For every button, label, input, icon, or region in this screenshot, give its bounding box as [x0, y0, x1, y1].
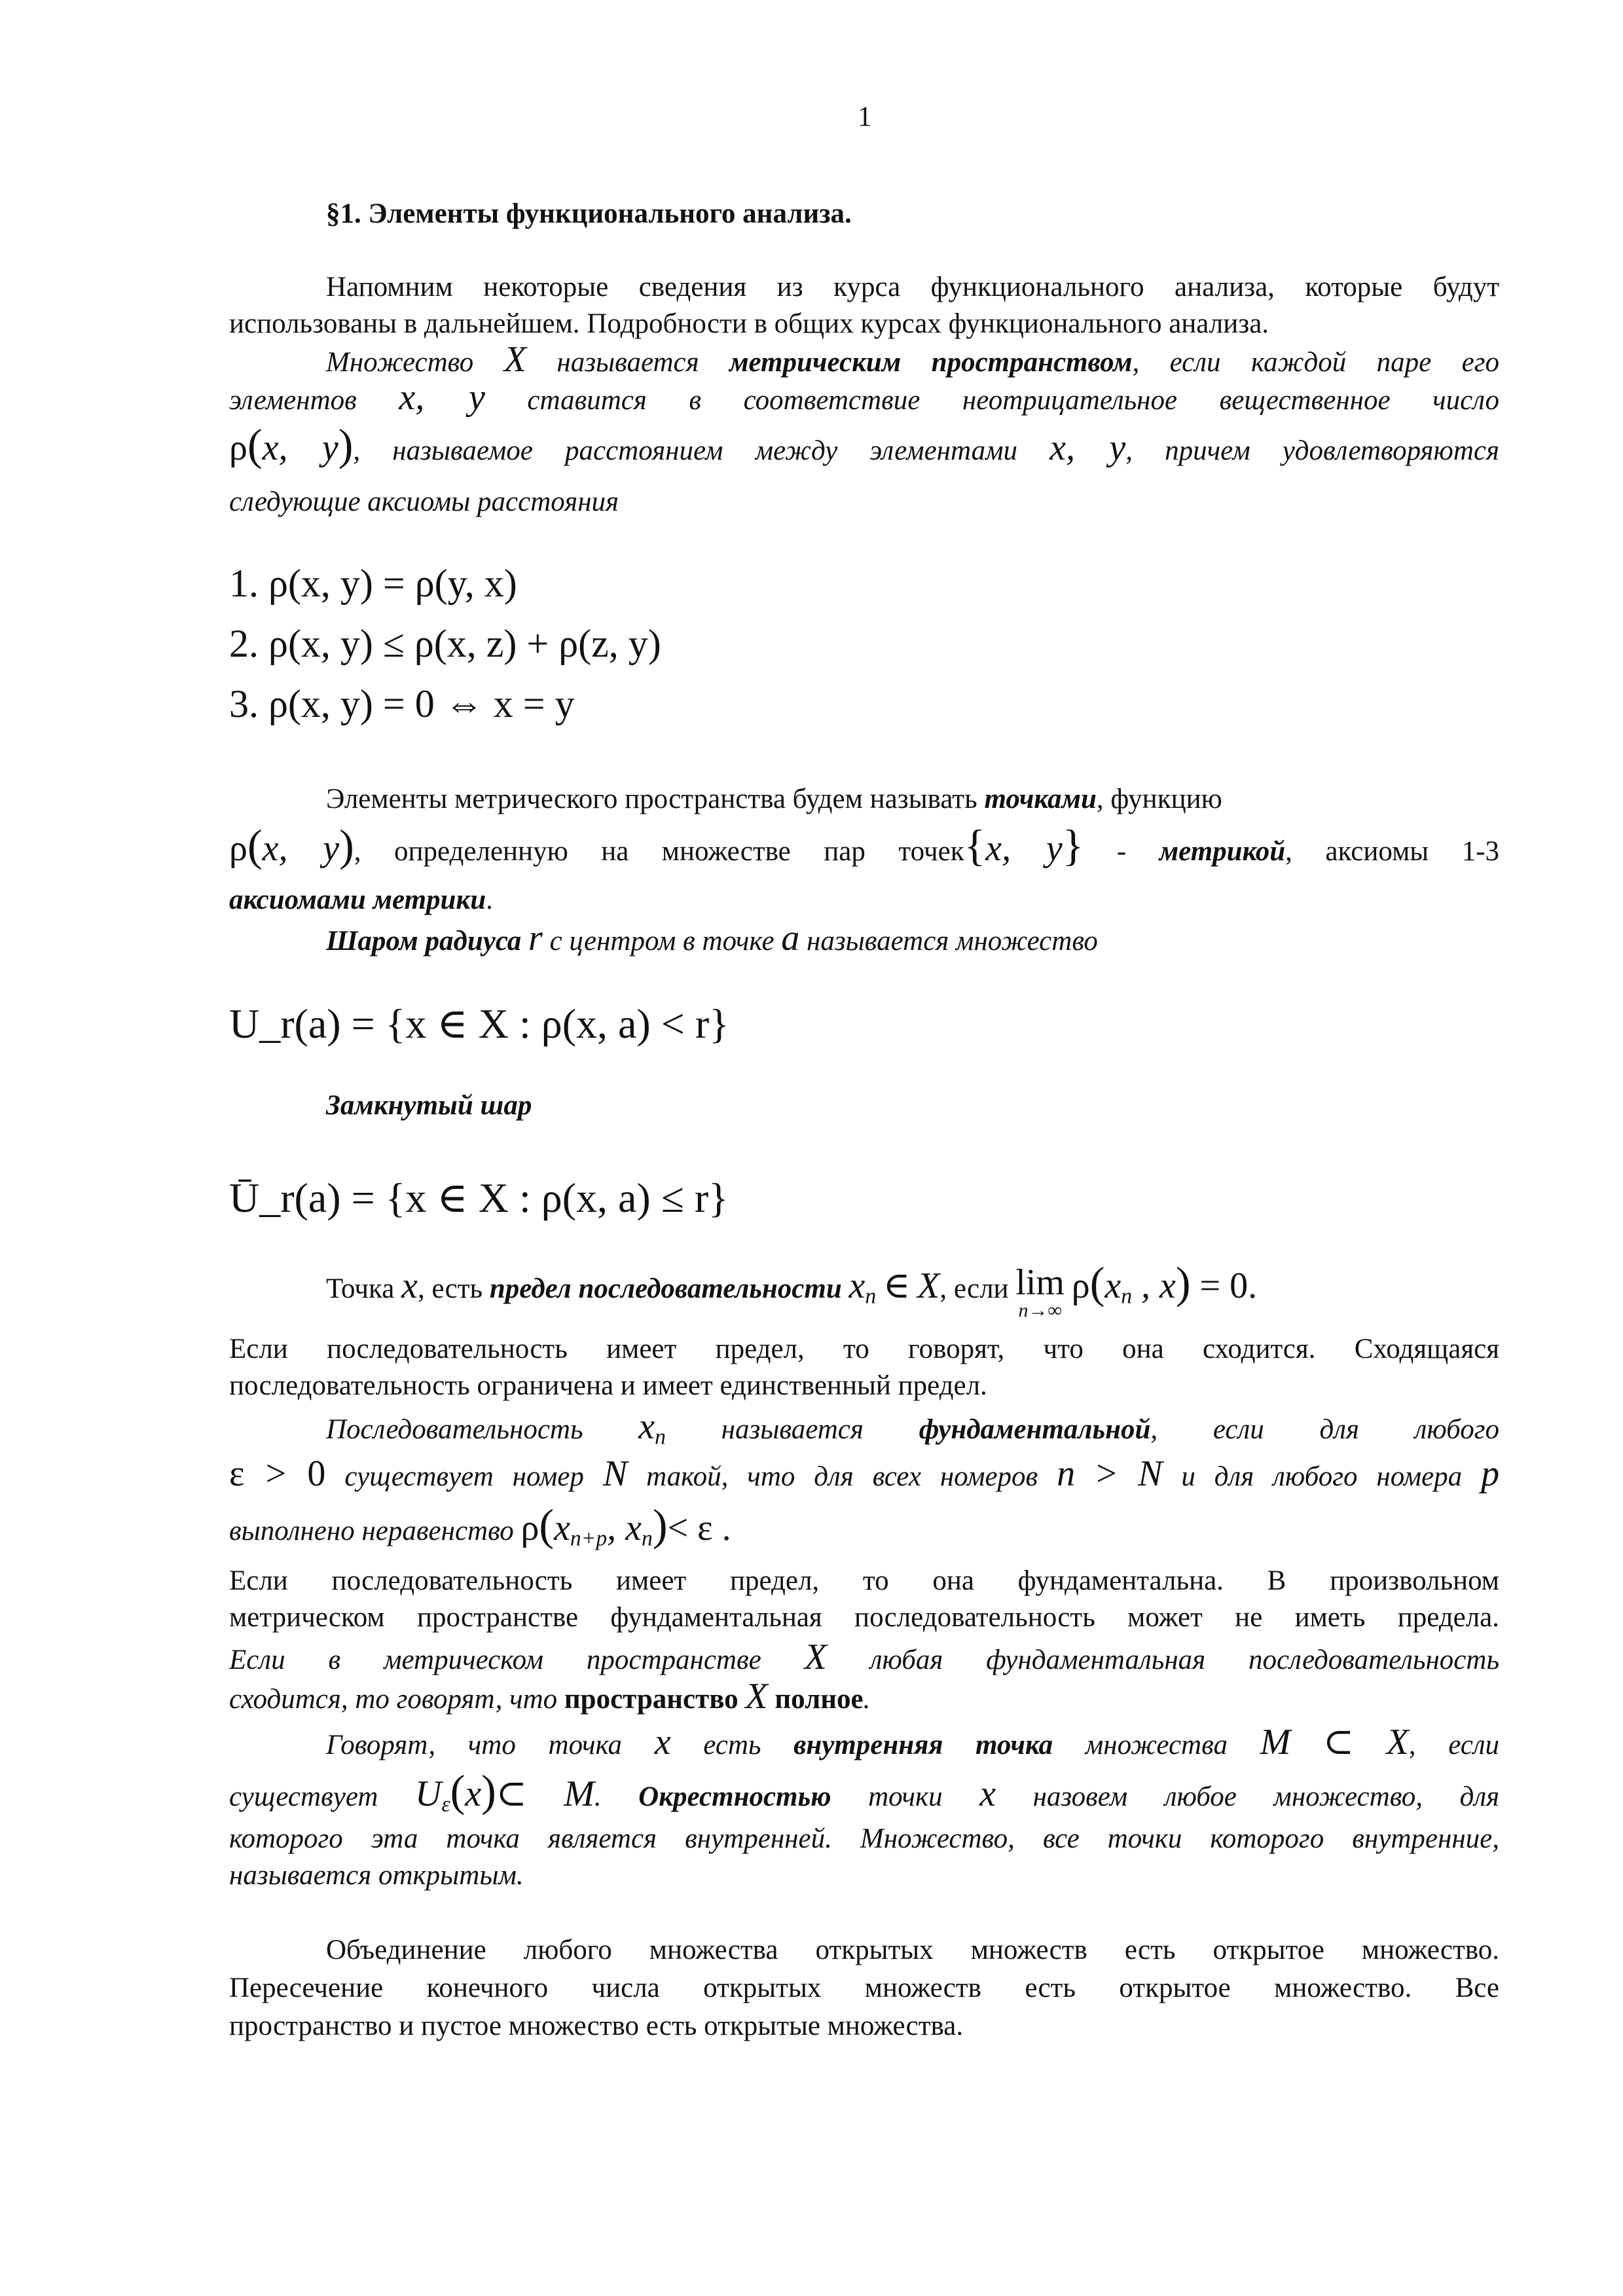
fundamental-line-4: Если последовательность имеет предел, то она фундаментальна. В произвольном — [229, 1565, 1499, 1596]
limit-line: Точка x, есть предел последовательности $x_n$ ∈ X, если lim n→∞ $\rho(x_n$ , x) = 0. — [326, 1258, 1258, 1321]
interior-line-3: которого эта точка является внутренней. Множество, все точки которого внутренние, — [229, 1823, 1499, 1854]
fundamental-line-5: метрическом пространстве фундаментальная последовательность может не иметь предела. — [229, 1602, 1499, 1633]
points-line-2: ρ(x, y), определенную на множестве пар точек{x, y} - метрикой, аксиомы 1-3 — [229, 820, 1500, 870]
converge-line-2: последовательность ограничена и имеет единственный предел. — [229, 1370, 987, 1401]
interior-line-1: Говорят, что точка x есть внутренняя точка множества M ⊂ X, если — [326, 1722, 1500, 1762]
open-sets-line-3: пространство и пустое множество есть открытые множества. — [229, 2011, 964, 2041]
open-sets-line-2: Пересечение конечного числа открытых множеств есть открытое множество. Все — [229, 1973, 1499, 2003]
metric-def-line-1: Множество X называется метрическим пространством, если каждой паре его — [326, 339, 1500, 380]
metric-def-line-2: элементов x, y ставится в соответствие неотрицательное вещественное число — [229, 377, 1499, 418]
intro-line-2: использованы в дальнейшем. Подробности в общих курсах функционального анализа. — [229, 308, 1269, 339]
fundamental-line-1: Последовательность $x_n$ называется фундаментальной, если для любого — [326, 1406, 1499, 1449]
ball-formula: U_r(a) = {x ∈ X : ρ(x, a) < r} — [229, 1000, 729, 1047]
page-number: 1 — [858, 101, 872, 132]
ball-def-line: Шаром радиуса r с центром в точке a называется множество — [326, 918, 1098, 958]
fundamental-line-2: ε > 0 существует номер N такой, что для всех номеров n > N и для любого номера p — [229, 1453, 1500, 1494]
fundamental-line-3: выполнено неравенство $\rho(x_{n+p}$, $x_n)< \varepsilon$ . — [229, 1500, 731, 1551]
closed-ball-title: Замкнутый шар — [326, 1090, 532, 1121]
interior-line-4: называется открытым. — [229, 1860, 524, 1891]
axiom-1: 1. ρ(x, y) = ρ(y, x) — [229, 562, 517, 605]
points-line-1: Элементы метрического пространства будем называть точками, функцию — [326, 784, 1222, 814]
axiom-2: 2. ρ(x, y) ≤ ρ(x, z) + ρ(z, y) — [229, 622, 661, 665]
open-sets-line-1: Объединение любого множества открытых множеств есть открытое множество. — [326, 1935, 1499, 1965]
fundamental-line-7: сходится, то говорят, что пространство X полное. — [229, 1676, 871, 1717]
metric-def-line-4: следующие аксиомы расстояния — [229, 486, 619, 517]
interior-line-2: существует $U_\varepsilon(x)\subset$ M. Окрестностью точки x назовем любое множество, для — [229, 1766, 1500, 1817]
axiom-3: 3. ρ(x, y) = 0 ⇔ x = y — [229, 682, 575, 725]
fundamental-line-6: Если в метрическом пространстве X любая фундаментальная последовательность — [229, 1637, 1500, 1677]
section-title: §1. Элементы функционального анализа. — [326, 198, 852, 229]
converge-line-1: Если последовательность имеет предел, то говорят, что она сходится. Сходящаяся — [229, 1334, 1499, 1364]
points-line-3: аксиомами метрики. — [229, 884, 493, 915]
closed-ball-formula: Ū_r(a) = {x ∈ X : ρ(x, a) ≤ r} — [229, 1175, 729, 1221]
metric-def-line-3: ρ(x, y), называемое расстоянием между элементами x, y, причем удовлетворяются — [229, 420, 1499, 469]
intro-line-1: Напомним некоторые сведения из курса функционального анализа, которые будут — [326, 272, 1499, 302]
